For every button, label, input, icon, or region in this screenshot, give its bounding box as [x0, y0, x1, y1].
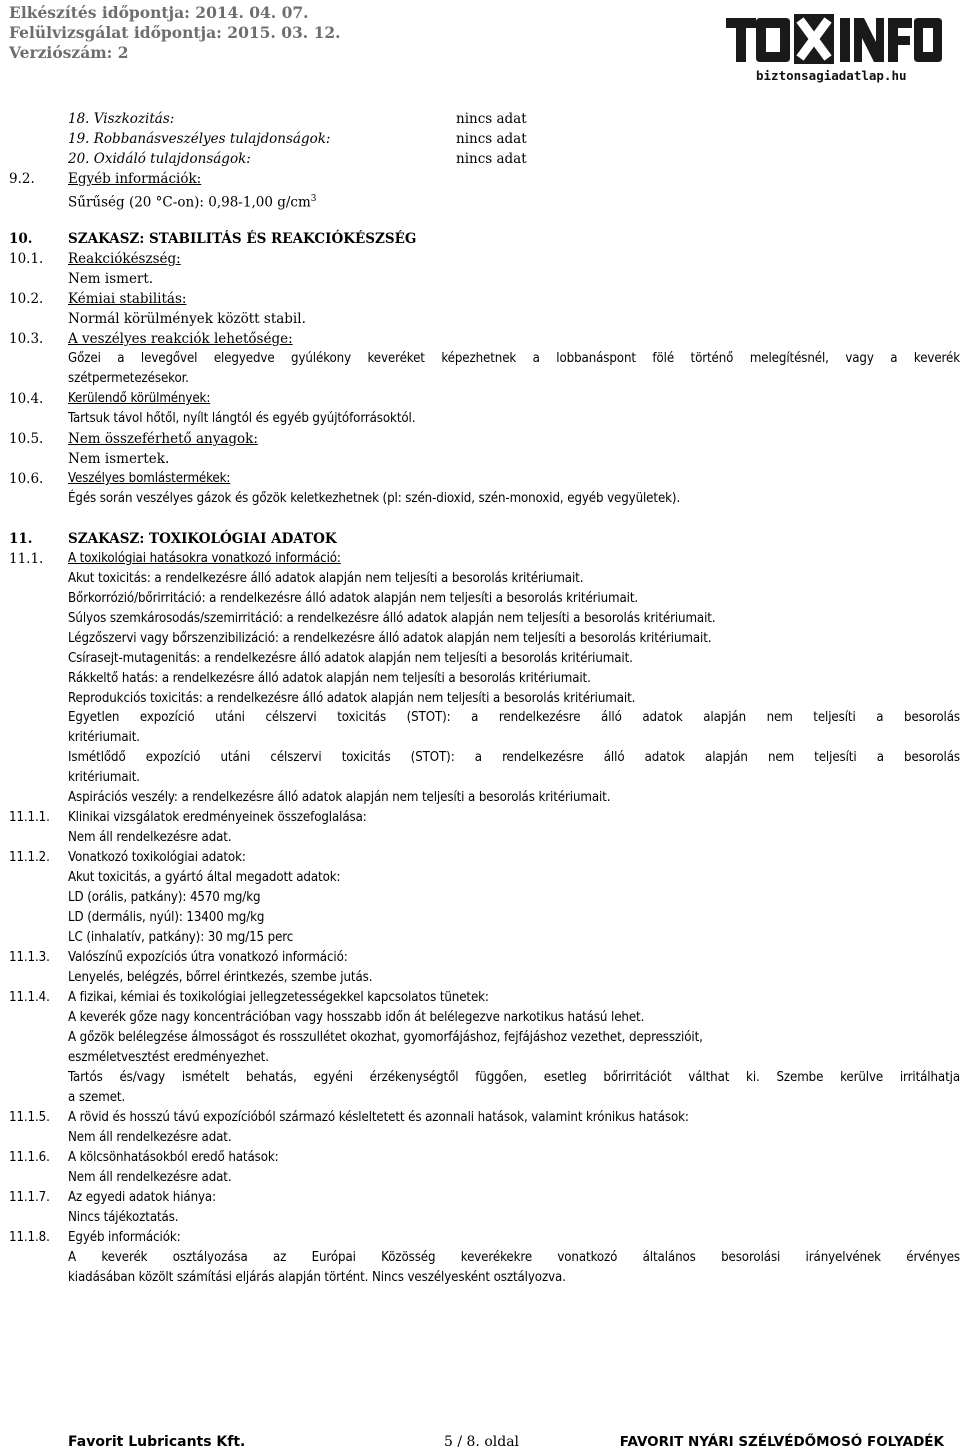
- section-heading: SZAKASZ: STABILITÁS ÉS REAKCIÓKÉSZSÉG: [68, 231, 417, 247]
- section-title: A veszélyes reakciók lehetősége:: [68, 331, 293, 347]
- section-text: A keverék gőze nagy koncentrációban vagy hosszabb időn át belélegezve narkotikus hatású lehet.: [68, 1010, 645, 1025]
- section-text: Nincs tájékoztatás.: [68, 1210, 179, 1225]
- section-heading: SZAKASZ: TOXIKOLÓGIAI ADATOK: [68, 531, 337, 547]
- page-header: [0, 0, 960, 96]
- section-text: kiadásában közölt számítási eljárás alapján történt. Nincs veszélyesként osztályozva.: [68, 1270, 566, 1285]
- section-text: Tartsuk távol hőtől, nyílt lángtól és egyéb gyújtóforrásoktól.: [68, 411, 416, 426]
- section-text: A keverék osztályozása az Európai Közösség keverékekre vonatkozó általános besorolási irányelvének érvényes: [68, 1250, 960, 1265]
- section-text: a szemet.: [68, 1090, 126, 1105]
- tox-line: kritériumait.: [68, 730, 140, 745]
- section-title: Veszélyes bomlástermékek:: [68, 471, 231, 486]
- section-title: Nem összeférhető anyagok:: [68, 431, 258, 447]
- section-text: LC (inhalatív, patkány): 30 mg/15 perc: [68, 930, 294, 945]
- section-text: Gőzei a levegővel elegyedve gyúlékony keveréket képezhetnek a lobbanáspont fölé történő melegítésnél, vagy a keverék: [68, 351, 960, 366]
- section-number: 10.1.: [9, 251, 44, 267]
- tox-line: Bőrkorrózió/bőrirritáció: a rendelkezésre álló adatok alapján nem teljesíti a besorolás kritériumait.: [68, 591, 639, 606]
- footer-product: FAVORIT NYÁRI SZÉLVÉDŐMOSÓ FOLYADÉK: [619, 1434, 944, 1450]
- section-title: Kerülendő körülmények:: [68, 391, 211, 406]
- section-number: 10.6.: [9, 471, 44, 487]
- tox-line: Csírasejt-mutagenitás: a rendelkezésre álló adatok alapján nem teljesíti a besorolás kritériumait.: [68, 651, 633, 666]
- section-text: Normál körülmények között stabil.: [68, 311, 306, 327]
- section-number: 11.1.6.: [9, 1150, 50, 1165]
- section-number: 11.1.2.: [9, 850, 50, 865]
- prop-label-18: 18. Viszkozitás:: [68, 111, 175, 127]
- density-text: Sűrűség (20 °C-on): 0,98-1,00 g/cm: [68, 194, 311, 211]
- section-title: Kémiai stabilitás:: [68, 291, 187, 307]
- tox-line: Akut toxicitás: a rendelkezésre álló adatok alapján nem teljesíti a besorolás kritériumait.: [68, 571, 584, 586]
- section-title: Egyéb információk:: [68, 1230, 181, 1245]
- section-number: 11.1.8.: [9, 1230, 50, 1245]
- tox-line: Rákkeltő hatás: a rendelkezésre álló adatok alapján nem teljesíti a besorolás kritériumait.: [68, 671, 591, 686]
- section-text: A gőzök belélegzése álmosságot és rosszullétet okozhat, gyomorfájáshoz, fejfájáshoz vezethet, depresszióit,: [68, 1030, 703, 1045]
- tox-line: Légzőszervi vagy bőrszenzibilizáció: a rendelkezésre álló adatok alapján nem teljesíti a besorolás kritériumait.: [68, 631, 712, 646]
- section-text: LD (orális, patkány): 4570 mg/kg: [68, 890, 261, 905]
- prop-value-18: nincs adat: [456, 111, 527, 127]
- section-title: Egyéb információk:: [68, 171, 202, 187]
- section-title: Az egyedi adatok hiánya:: [68, 1190, 216, 1205]
- section-number: 11.1.5.: [9, 1110, 50, 1125]
- section-text: Nem áll rendelkezésre adat.: [68, 830, 232, 845]
- revised-date: Felülvizsgálat időpontja: 2015. 03. 12.: [9, 23, 341, 42]
- tox-line: Egyetlen expozíció utáni célszervi toxicitás (STOT): a rendelkezésre álló adatok alapján nem teljesíti a besorolás: [68, 710, 960, 725]
- section-number: 10.2.: [9, 291, 44, 307]
- section-title: A kölcsönhatásokból eredő hatások:: [68, 1150, 279, 1165]
- section-title: A toxikológiai hatásokra vonatkozó információ:: [68, 551, 341, 566]
- section-title: Valószínű expozíciós útra vonatkozó információ:: [68, 950, 348, 965]
- created-date: Elkészítés időpontja: 2014. 04. 07.: [9, 3, 309, 22]
- density-line: [68, 189, 317, 213]
- footer-page-number: 5 / 8. oldal: [444, 1434, 520, 1450]
- section-number: 10.3.: [9, 331, 44, 347]
- section-number: 11.1.: [9, 551, 44, 567]
- logo-website: biztonsagiadatlap.hu: [756, 68, 907, 83]
- section-text: LD (dermális, nyúl): 13400 mg/kg: [68, 910, 265, 925]
- section-number: 11.1.7.: [9, 1190, 50, 1205]
- section-text: Tartós és/vagy ismételt behatás, egyéni érzékenységtől függően, esetleg bőrirritációt válthat ki. Szembe kerülve irritálhatja: [68, 1070, 960, 1085]
- tox-line: kritériumait.: [68, 770, 140, 785]
- prop-value-19: nincs adat: [456, 131, 527, 147]
- version-number: Verziószám: 2: [9, 43, 129, 62]
- section-number: 11.1.4.: [9, 990, 50, 1005]
- prop-label-20: 20. Oxidáló tulajdonságok:: [68, 151, 251, 167]
- tox-line: Reprodukciós toxicitás: a rendelkezésre álló adatok alapján nem teljesíti a besorolás kritériumait.: [68, 691, 636, 706]
- section-number: 11.1.3.: [9, 950, 50, 965]
- section-text: Nem áll rendelkezésre adat.: [68, 1170, 232, 1185]
- section-text: Akut toxicitás, a gyártó által megadott adatok:: [68, 870, 341, 885]
- section-text: eszméletvesztést eredményezhet.: [68, 1050, 269, 1065]
- section-title: Klinikai vizsgálatok eredményeinek összefoglalása:: [68, 810, 367, 825]
- section-text: Nem ismert.: [68, 271, 154, 287]
- page-footer: [0, 1432, 960, 1452]
- section-number: 10.5.: [9, 431, 44, 447]
- section-number: 10.4.: [9, 391, 44, 407]
- section-number: 11.: [9, 531, 33, 547]
- density-superscript: 3: [310, 194, 317, 204]
- prop-label-19: 19. Robbanásveszélyes tulajdonságok:: [68, 131, 331, 147]
- tox-line: Ismétlődő expozíció utáni célszervi toxicitás (STOT): a rendelkezésre álló adatok alapján nem teljesíti a besorolás: [68, 750, 960, 765]
- section-text: Nem áll rendelkezésre adat.: [68, 1130, 232, 1145]
- section-title: Vonatkozó toxikológiai adatok:: [68, 850, 246, 865]
- section-text: Égés során veszélyes gázok és gőzök keletkezhetnek (pl: szén-dioxid, szén-monoxid, egyéb vegyületek).: [68, 491, 681, 506]
- prop-value-20: nincs adat: [456, 151, 527, 167]
- tox-line: Aspirációs veszély: a rendelkezésre álló adatok alapján nem teljesíti a besorolás kritériumait.: [68, 790, 611, 805]
- section-title: A fizikai, kémiai és toxikológiai jellegzetességekkel kapcsolatos tünetek:: [68, 990, 489, 1005]
- section-title: Reakciókészség:: [68, 251, 181, 267]
- toxinfo-logo: [726, 12, 942, 66]
- tox-line: Súlyos szemkárosodás/szemirritáció: a rendelkezésre álló adatok alapján nem teljesíti a besorolás kritériumait.: [68, 611, 716, 626]
- footer-company: Favorit Lubricants Kft.: [68, 1434, 246, 1450]
- section-title: A rövid és hosszú távú expozícióból származó késleltetett és azonnali hatások, valamint krónikus hatások:: [68, 1110, 689, 1125]
- section-number: 9.2.: [9, 171, 35, 187]
- section-text: szétpermetezésekor.: [68, 371, 189, 386]
- section-text: Lenyelés, belégzés, bőrrel érintkezés, szembe jutás.: [68, 970, 373, 985]
- section-text: Nem ismertek.: [68, 451, 170, 467]
- section-number: 10.: [9, 231, 33, 247]
- section-number: 11.1.1.: [9, 810, 50, 825]
